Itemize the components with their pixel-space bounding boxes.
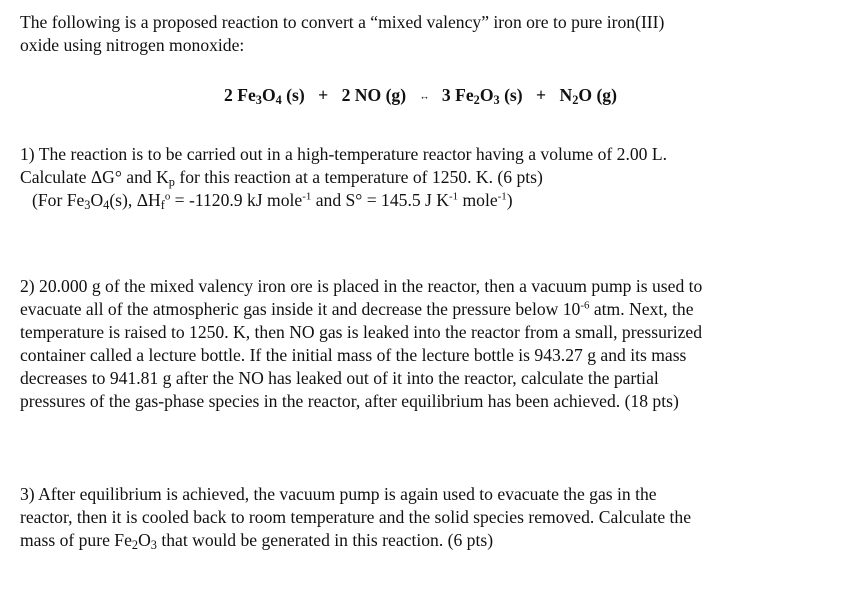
question-3-line-3: mass of pure $Fe_2O_3$ that would be generated in this reaction. (6 pts) — [20, 530, 494, 553]
product-n2o: $N_2O$ (g) — [559, 85, 617, 108]
question-1 — [20, 143, 835, 212]
question-1-line-2: Calculate ΔG° and $K_p$ for this reaction at a temperature of 1250. K. (6 pts) — [20, 167, 543, 190]
question-3-line-1: 3) After equilibrium is achieved, the vacuum pump is again used to evacuate the gas in the — [20, 484, 657, 504]
reactant-fe3o4: 2 $Fe_3O_4$ (s) — [224, 85, 305, 108]
question-2 — [20, 275, 835, 413]
question-2-line-6: pressures of the gas-phase species in the reactor, after equilibrium has been achieved. (18 pts) — [20, 391, 679, 411]
question-2-line-4: container called a lecture bottle. If the initial mass of the lecture bottle is 943.27 g and its mass — [20, 345, 687, 365]
question-3-line-2: reactor, then it is cooled back to room temperature and the solid species removed. Calculate the — [20, 507, 692, 527]
intro-line-1: The following is a proposed reaction to convert a “mixed valency” iron ore to pure iron(III) — [20, 12, 665, 32]
intro-line-2: oxide using nitrogen monoxide: — [20, 35, 245, 55]
plus-sign: + — [318, 85, 329, 105]
question-2-line-3: temperature is raised to 1250. K, then NO gas is leaked into the reactor from a small, pressurized — [20, 322, 703, 342]
intro-paragraph — [20, 11, 835, 57]
question-3 — [20, 483, 835, 552]
question-1-line-1: 1) The reaction is to be carried out in a high-temperature reactor having a volume of 2.00 L. — [20, 144, 667, 164]
plus-sign: + — [536, 85, 547, 105]
question-2-line-2: evacuate all of the atmospheric gas inside it and decrease the pressure below $10^{-6}$ atm. Next, the — [20, 299, 694, 319]
product-fe2o3: 3 $Fe_2O_3$ (s) — [441, 85, 523, 108]
question-2-line-1: 2) 20.000 g of the mixed valency iron ore is placed in the reactor, then a vacuum pump is used to — [20, 276, 703, 296]
reaction-equation — [0, 84, 841, 108]
question-1-given-data: (For $Fe_3O_4(s)$, $\Delta H_f^o = -1120.9$ kJ mole$^{-1}$ and S° = 145.5 J $K^{-1}$ mole$^{-1}$) — [32, 190, 513, 213]
question-2-line-5: decreases to 941.81 g after the NO has leaked out of it into the reactor, calculate the partial — [20, 368, 659, 388]
equilibrium-arrow-icon: ↔ — [419, 91, 429, 103]
reactant-no: 2 NO (g) — [341, 85, 407, 105]
